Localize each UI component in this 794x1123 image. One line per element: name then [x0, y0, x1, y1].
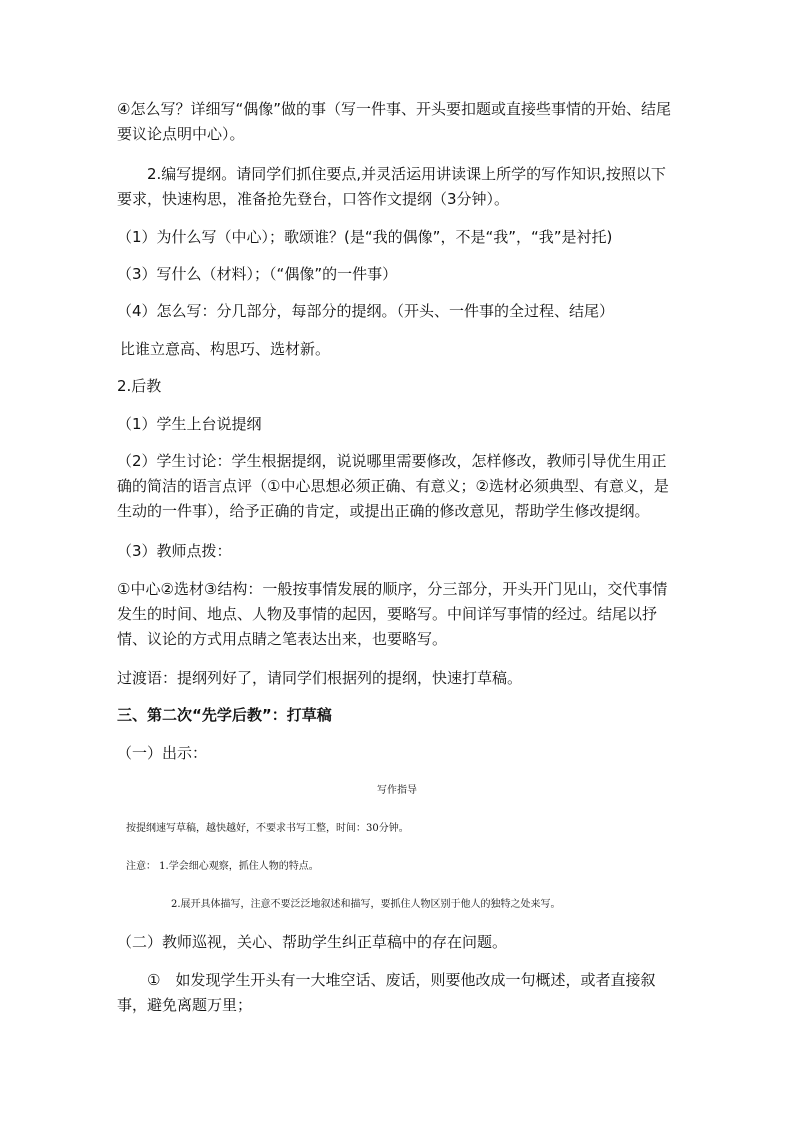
paragraph-outline-point-3: （3）写什么（材料）；（“偶像”的一件事）: [117, 265, 398, 283]
paragraph-structure: ①中心②选材③结构：一般按事情发展的顺序，分三部分，开头开门见山，交代事情发生的时间、地点、人物及事情的起因，要略写。中间详写事情的经过。结尾以抒情、议论的方式用点睛之笔表达出来，也要略写。: [117, 580, 668, 648]
paragraph-teacher-guide: （3）教师点拨：: [117, 542, 232, 560]
section-heading-draft: 三、第二次“先学后教”：打草稿: [117, 706, 332, 724]
paragraph-how-to-write: ④怎么写？详细写“偶像”做的事（写一件事、开头要扣题或直接些事情的开始、结尾要议论点明中心）。: [117, 100, 671, 143]
paragraph-transition: 过渡语：提纲列好了，请同学们根据列的提纲，快速打草稿。: [117, 669, 523, 687]
paragraph-after-teaching: 2.后教: [117, 377, 162, 395]
guide-line-1: 按提纲速写草稿，越快越好，不要求书写工整，时间：30分钟。: [126, 823, 409, 834]
paragraph-outline-point-1: （1）为什么写（中心）；歌颂谁？(是“我的偶像”，不是“我”，“我”是衬托): [117, 228, 613, 246]
paragraph-student-discuss: （2）学生讨论：学生根据提纲，说说哪里需要修改，怎样修改，教师引导优生用正确的简洁的语言点评（①中心思想必须正确、有意义；②选材必须典型、有意义，是生动的一件事），给予正确的肯定，或提出正确的修改意见，帮助学生修改提纲。: [117, 452, 669, 520]
paragraph-intro-fix: ① 如发现学生开头有一大堆空话、废话，则要他改成一句概述，或者直接叙事，避免离题万里；: [117, 971, 656, 1014]
guide-line-2: 注意： 1.学会细心观察，抓住人物的特点。: [126, 861, 319, 872]
guide-line-3: 2.展开具体描写，注意不要泛泛地叙述和描写，要抓住人物区别于他人的独特之处来写。: [171, 899, 561, 910]
paragraph-compare: 比谁立意高、构思巧、选材新。: [120, 340, 331, 358]
paragraph-student-present: （1）学生上台说提纲: [117, 415, 262, 433]
paragraph-outline-point-4: （4）怎么写：分几部分，每部分的提纲。（开头、一件事的全过程、结尾）: [117, 302, 615, 320]
paragraph-show: （一）出示：: [117, 744, 208, 762]
guide-title: 写作指导: [377, 785, 417, 796]
paragraph-outline-instruction: 2.编写提纲。请同学们抓住要点,并灵活运用讲读课上所学的写作知识,按照以下要求，快速构思，准备抢先登台，口答作文提纲（3分钟）。: [117, 165, 666, 208]
paragraph-teacher-patrol: （二）教师巡视，关心、帮助学生纠正草稿中的存在问题。: [117, 933, 508, 951]
